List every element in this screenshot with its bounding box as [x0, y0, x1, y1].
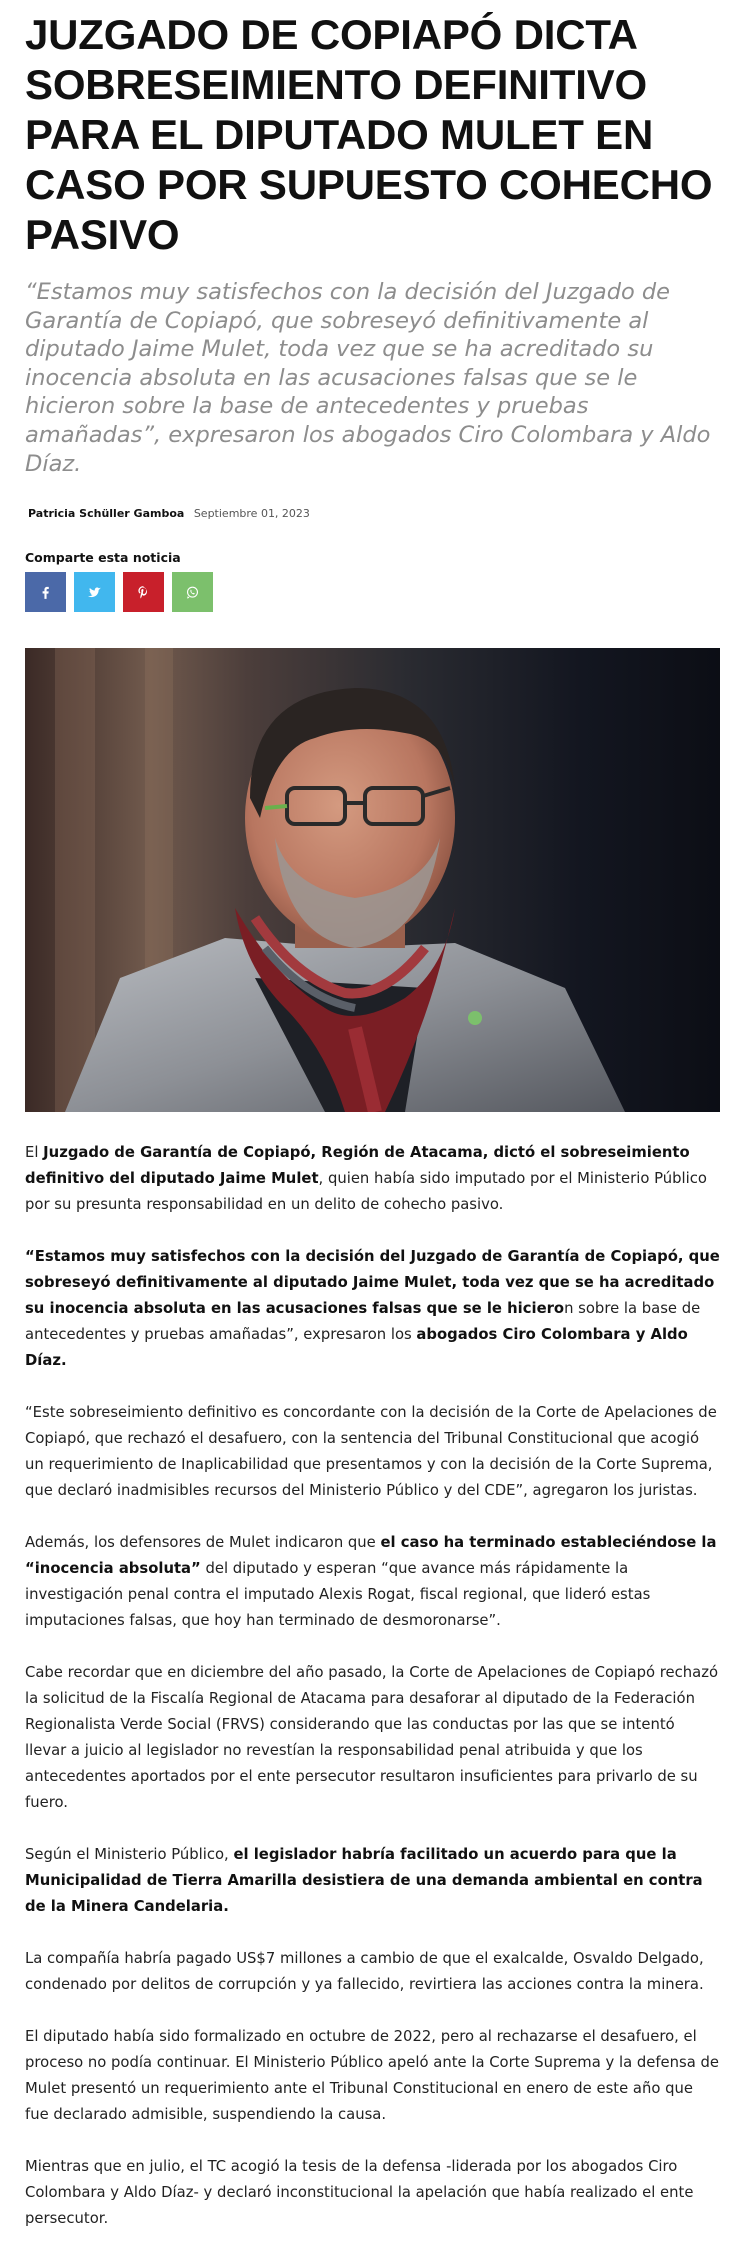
share-whatsapp-button[interactable]	[172, 572, 213, 612]
article-lead: “Estamos muy satisfechos con la decisión del Juzgado de Garantía de Copiapó, que sobreseyó definitivamente al diputado Jaime Mulet, toda vez que se ha acreditado su inocencia absoluta en las acusaciones falsas que se le hicieron sobre la base de antecedentes y pruebas amañadas”, expresaron los abogados Ciro Colombara y Aldo Díaz.	[25, 279, 711, 477]
share-twitter-button[interactable]	[74, 572, 115, 612]
whatsapp-icon	[184, 584, 201, 601]
share-label: Comparte esta noticia	[25, 550, 181, 566]
body-paragraph: “Estamos muy satisfechos con la decisión del Juzgado de Garantía de Copiapó, que sobreseyó definitivamente al diputado Jaime Mulet, toda vez que se ha acreditado su inocencia absoluta en las acusaciones falsas que se le hicieron sobre la base de antecedentes y pruebas amañadas”, expresaron los abogados Ciro Colombara y Aldo Díaz.	[25, 1248, 720, 1370]
share-facebook-button[interactable]	[25, 572, 66, 612]
body-paragraph: Cabe recordar que en diciembre del año pasado, la Corte de Apelaciones de Copiapó rechazó la solicitud de la Fiscalía Regional de Atacama para desaforar al diputado de la Federación Regionalista Verde Social (FRVS) considerando que las conductas por las que se intentó llevar a juicio al legislador no revestían la responsabilidad penal atribuida y que los antecedentes aportados por el ente persecutor resultaron insuficientes para privarlo de su fuero.	[25, 1664, 719, 1812]
article-meta	[25, 504, 720, 524]
body-paragraph: El diputado había sido formalizado en octubre de 2022, pero al rechazarse el desafuero, el proceso no podía continuar. El Ministerio Público apeló ante la Corte Suprema y la defensa de Mulet presentó un requerimiento ante el Tribunal Constitucional en enero de este año que fue declarado admisible, suspendiendo la causa.	[25, 2028, 720, 2124]
body-paragraph: La compañía habría pagado US$7 millones a cambio de que el exalcalde, Osvaldo Delgado, condenado por delitos de corrupción y ya fallecido, revirtiera las acciones contra la minera.	[25, 1950, 704, 1994]
body-paragraph: Mientras que en julio, el TC acogió la tesis de la defensa -liderada por los abogados Ciro Colombara y Aldo Díaz- y declaró inconstitucional la apelación que había realizado el ente persecutor.	[25, 2158, 694, 2228]
article	[25, 0, 720, 2258]
article-photo	[25, 648, 720, 1112]
body-paragraph: Además, los defensores de Mulet indicaron que el caso ha terminado estableciéndose la “inocencia absoluta” del diputado y esperan “que avance más rápidamente la investigación penal contra el imputado Alexis Rogat, fiscal regional, que lideró estas imputaciones falsas, que hoy han terminado de desmoronarse”.	[25, 1534, 717, 1630]
facebook-icon	[37, 584, 54, 601]
share-buttons	[25, 572, 720, 612]
pinterest-icon	[135, 584, 152, 601]
publish-date: Septiembre 01, 2023	[193, 507, 310, 521]
author-name[interactable]: Patricia Schüller Gamboa	[28, 507, 185, 521]
body-paragraph: El Juzgado de Garantía de Copiapó, Región de Atacama, dictó el sobreseimiento definitivo del diputado Jaime Mulet, quien había sido imputado por el Ministerio Público por su presunta responsabilidad en un delito de cohecho pasivo.	[25, 1144, 707, 1214]
share-pinterest-button[interactable]	[123, 572, 164, 612]
portrait-image	[25, 648, 720, 1112]
body-paragraph: “Este sobreseimiento definitivo es concordante con la decisión de la Corte de Apelaciones de Copiapó, que rechazó el desafuero, con la sentencia del Tribunal Constitucional que acogió un requerimiento de Inaplicabilidad que presentamos y con la decisión de la Corte Suprema, que declaró inadmisibles recursos del Ministerio Público y del CDE”, agregaron los juristas.	[25, 1404, 717, 1500]
twitter-icon	[86, 584, 103, 601]
body-paragraph: Según el Ministerio Público, el legislador habría facilitado un acuerdo para que la Municipalidad de Tierra Amarilla desistiera de una demanda ambiental en contra de la Minera Candelaria.	[25, 1846, 703, 1916]
article-headline: JUZGADO DE COPIAPÓ DICTA SOBRESEIMIENTO DEFINITIVO PARA EL DIPUTADO MULET EN CASO POR SUPUESTO COHECHO PASIVO	[25, 11, 713, 258]
article-body	[25, 1140, 720, 2232]
